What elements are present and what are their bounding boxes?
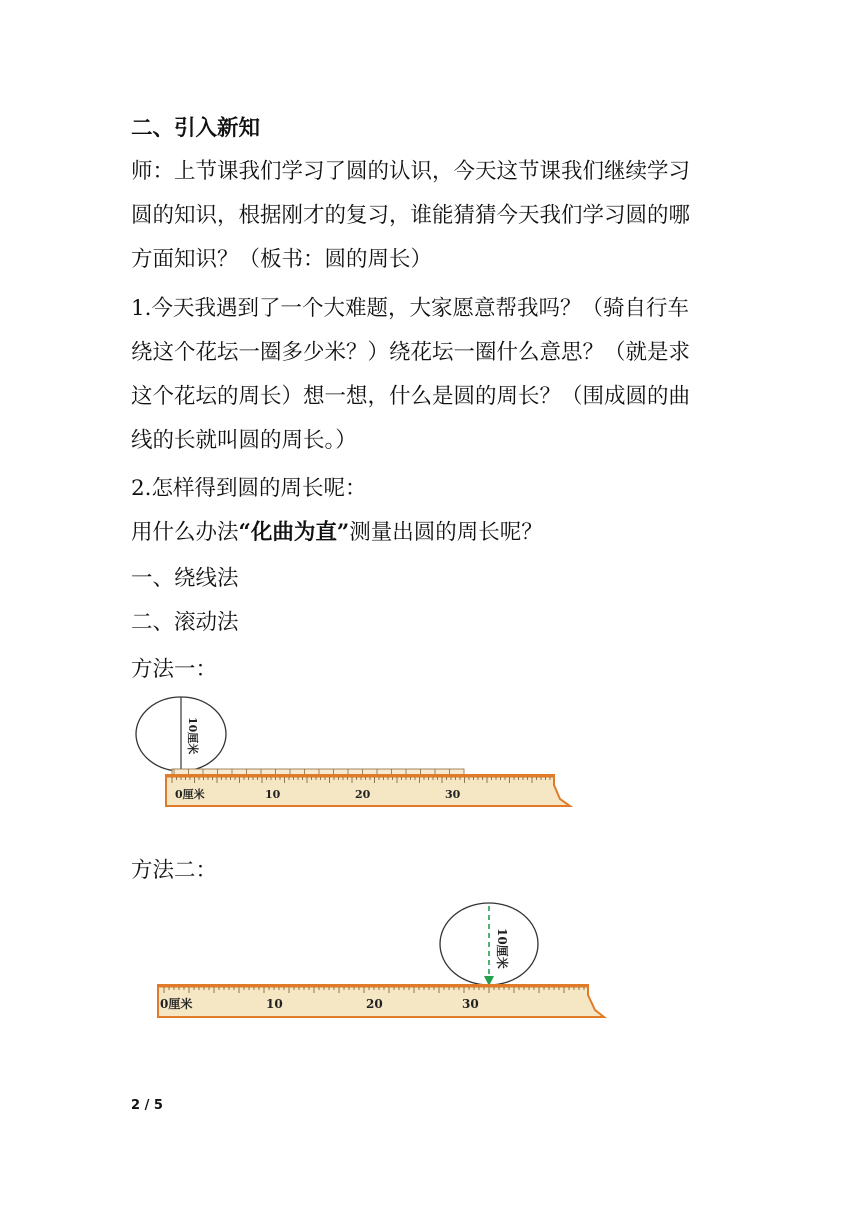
paragraph-line: 1.今天我遇到了一个大难题，大家愿意帮我吗？（骑自行车 — [131, 296, 690, 321]
ruler-label-10: 10 — [265, 788, 281, 801]
paragraph-line: 绕这个花坛一圈多少米？）绕花坛一圈什么意思？（就是求 — [131, 340, 691, 365]
paragraph-line: 线的长就叫圆的周长。） — [131, 428, 357, 453]
method-item: 一、绕线法 — [131, 566, 239, 591]
page-number: 2 / 5 — [131, 1098, 163, 1113]
paragraph-line: 这个花坛的周长）想一想，什么是圆的周长？（围成圆的曲 — [131, 384, 691, 409]
paragraph-line: 师：上节课我们学习了圆的认识，今天这节课我们继续学习 — [131, 159, 691, 184]
ruler-label-30: 30 — [445, 788, 461, 801]
question-after: 测量出圆的周长呢？ — [349, 520, 543, 545]
paragraph-line: 方面知识？（板书：圆的周长） — [131, 247, 433, 272]
method1-label: 方法一： — [131, 657, 218, 682]
paragraph-line: 圆的知识，根据刚才的复习，谁能猜猜今天我们学习圆的哪 — [131, 203, 691, 228]
method2-label: 方法二： — [131, 858, 218, 883]
ruler-label-20: 20 — [355, 788, 371, 801]
question-emphasis: “化曲为直” — [238, 520, 350, 545]
ruler-label-30: 30 — [462, 997, 479, 1011]
question-before: 用什么办法 — [131, 520, 239, 545]
ruler-label-10: 10 — [266, 997, 283, 1011]
diameter-label: 10厘米 — [495, 928, 509, 969]
ruler-label-0: 0厘米 — [160, 997, 193, 1011]
section-title: 二、引入新知 — [131, 116, 261, 141]
figure-wrapping-method — [120, 695, 580, 815]
method-item: 二、滚动法 — [131, 610, 239, 635]
ruler-label-0: 0厘米 — [175, 788, 205, 801]
question-line — [131, 518, 543, 548]
figure-rolling-method — [150, 900, 610, 1025]
paragraph-line: 2.怎样得到圆的周长呢： — [131, 476, 367, 501]
diameter-label: 10厘米 — [186, 717, 199, 755]
ruler-label-20: 20 — [366, 997, 383, 1011]
